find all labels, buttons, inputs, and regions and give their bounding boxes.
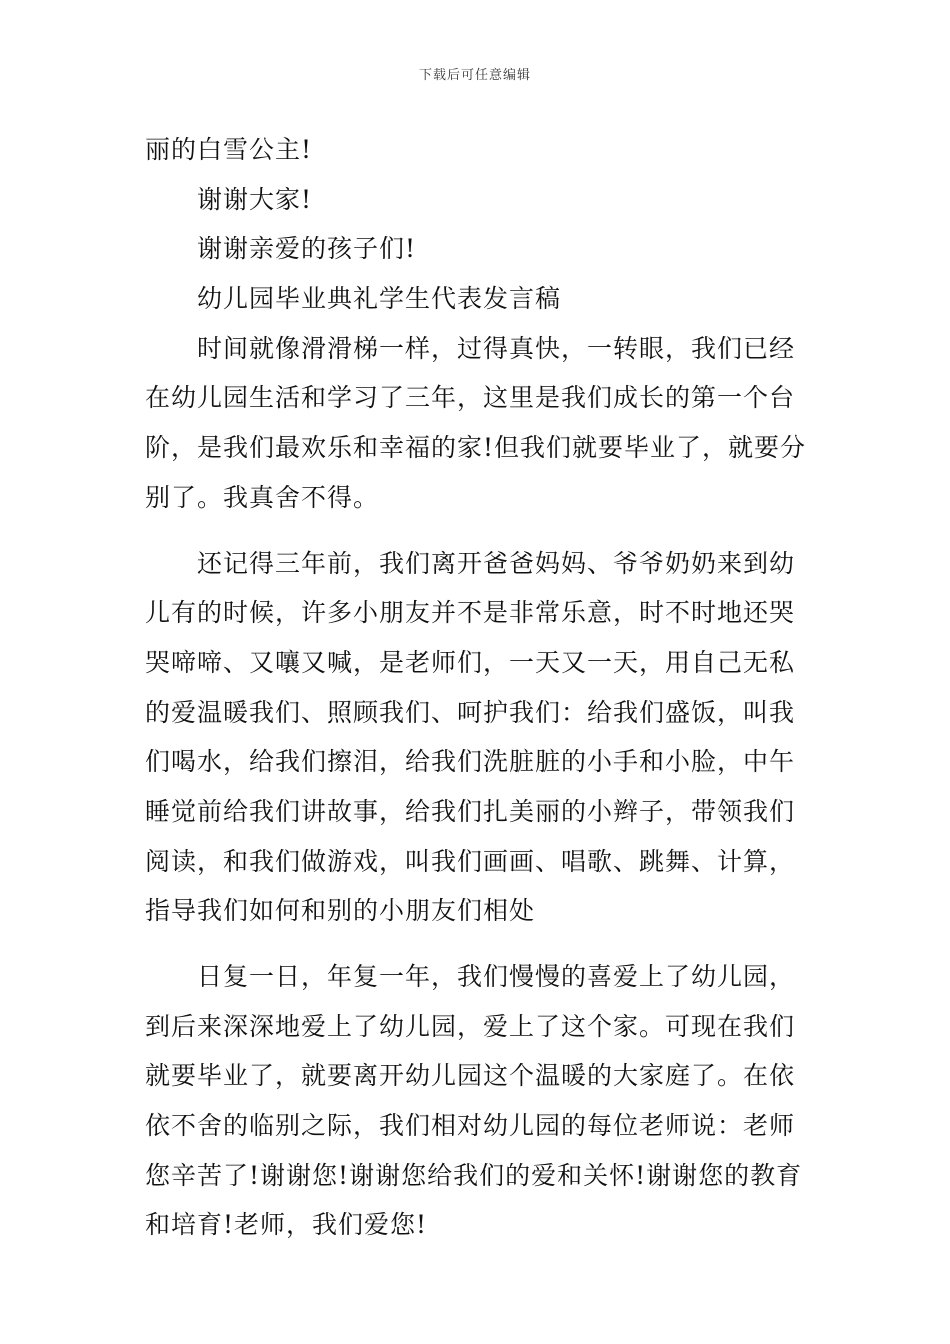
paragraph-gap [145, 936, 811, 952]
text-line: 还记得三年前，我们离开爸爸妈妈、爷爷奶奶来到幼 [197, 548, 796, 578]
text-line: 谢谢大家! [197, 184, 313, 214]
document-body [145, 125, 811, 1250]
text-line: 在幼儿园生活和学习了三年，这里是我们成长的第一个台 [145, 383, 796, 413]
text-line: 阶，是我们最欢乐和幸福的家!但我们就要毕业了，就要分 [145, 433, 807, 463]
text-line: 睡觉前给我们讲故事，给我们扎美丽的小辫子，带领我们 [145, 796, 796, 826]
text-line: 丽的白雪公主! [145, 135, 313, 164]
text-line: 和培育!老师，我们爱您! [145, 1210, 428, 1240]
text-line: 您辛苦了!谢谢您!谢谢您给我们的爱和关怀!谢谢您的教育 [145, 1160, 803, 1190]
paragraph-gap [145, 523, 811, 539]
text-line: 谢谢亲爱的孩子们! [197, 234, 417, 264]
text-line: 们喝水，给我们擦泪，给我们洗脏脏的小手和小脸，中午 [145, 747, 796, 777]
text-line: 到后来深深地爱上了幼儿园，爱上了这个家。可现在我们 [145, 1011, 796, 1041]
text-line: 就要毕业了，就要离开幼儿园这个温暖的大家庭了。在依 [145, 1061, 796, 1091]
text-line: 哭啼啼、又嚷又喊，是老师们，一天又一天，用自己无私 [145, 647, 796, 677]
text-line: 的爱温暖我们、照顾我们、呵护我们：给我们盛饭，叫我 [145, 697, 796, 727]
text-line: 时间就像滑滑梯一样，过得真快，一转眼，我们已经 [197, 333, 796, 363]
page-header: 下载后可任意编辑 [418, 68, 531, 83]
text-line: 指导我们如何和别的小朋友们相处 [145, 896, 536, 926]
text-line: 阅读，和我们做游戏，叫我们画画、唱歌、跳舞、计算， [145, 846, 796, 876]
text-line: 别了。我真舍不得。 [145, 482, 380, 512]
text-line: 幼儿园毕业典礼学生代表发言稿 [197, 284, 562, 314]
text-line: 日复一日，年复一年，我们慢慢的喜爱上了幼儿园， [197, 962, 796, 991]
text-line: 依不舍的临别之际，我们相对幼儿园的每位老师说：老师 [145, 1111, 796, 1141]
text-line: 儿有的时候，许多小朋友并不是非常乐意，时不时地还哭 [145, 598, 796, 628]
